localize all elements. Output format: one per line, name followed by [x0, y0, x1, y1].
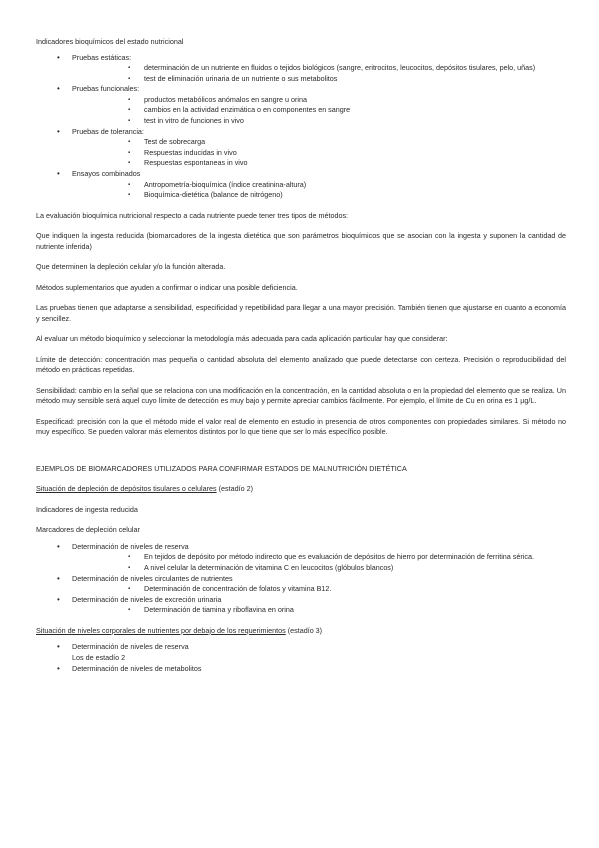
- situation-2-list: [36, 642, 566, 674]
- list-item: [36, 664, 566, 675]
- list-item-label: Pruebas funcionales:: [72, 84, 140, 94]
- marcadores-list: [36, 542, 566, 616]
- document-page: [36, 37, 566, 674]
- sub-list: [72, 137, 566, 169]
- sub-list-item: ▪ Respuestas espontaneas in vivo: [72, 158, 566, 169]
- list-item-label: Determinación de niveles de reserva: [72, 642, 189, 652]
- paragraph-pruebas: Las pruebas tienen que adaptarse a sensibilidad, especificidad y repetibilidad para llegar a una mayor precisión. También tienen que ajustarse en cuanto a economía y sencillez.: [36, 303, 566, 323]
- list-item: [36, 53, 566, 85]
- paragraph-evaluar: Al evaluar un método bioquímico y seleccionar la metodología más adecuada para cada aplicación particular hay que considerar:: [36, 334, 448, 344]
- sub-list-item: ▪ Test de sobrecarga: [72, 137, 566, 148]
- situation-2-title: [36, 626, 566, 637]
- paragraph-ingesta-reducida: Indicadores de ingesta reducida: [36, 504, 138, 514]
- list-item-label: Pruebas de tolerancia:: [72, 126, 144, 136]
- list-item-label: Determinación de niveles de metabolitos: [72, 663, 202, 673]
- list-item: [36, 127, 566, 169]
- list-item: [36, 169, 566, 201]
- situation-1-underlined: Situación de depleción de depósitos tisulares o celulares: [36, 484, 217, 494]
- sub-list: [72, 605, 566, 616]
- paragraph-limite: Límite de detección: concentración mas pequeña o cantidad absoluta del elemento analizado que puede detectarse con certeza. Precisión o reproducibilidad del método en prácticas repetidas.: [36, 354, 566, 375]
- sub-list-item: ▪ determinación de un nutriente en fluidos o tejidos biológicos (sangre, eritrocitos, leucocitos, depósitos tisulares, pelo, uñas): [72, 63, 566, 74]
- sub-list-item: ▪ A nivel celular la determinación de vitamina C en leucocitos (glóbulos blancos): [72, 563, 566, 574]
- situation-2-stage: (estadío 3): [285, 625, 323, 635]
- sub-list-item: ▪ productos metabólicos anómalos en sangre u orina: [72, 95, 566, 106]
- list-item: [36, 542, 566, 574]
- sub-list-item: ▪ test in vitro de funciones in vivo: [72, 116, 566, 127]
- sub-list: [72, 584, 566, 595]
- list-item: [36, 642, 566, 663]
- sub-list-item: ▪ Respuestas inducidas in vivo: [72, 148, 566, 159]
- list-item-sub: Los de estadío 2: [72, 653, 126, 663]
- situation-1-stage: (estadío 2): [216, 484, 253, 494]
- list-item-label: Ensayos combinados: [72, 169, 141, 179]
- sub-list: [72, 95, 566, 127]
- situation-2-underlined: Situación de niveles corporales de nutrientes por debajo de los requerimientos: [36, 625, 286, 635]
- list-item-label: Pruebas estáticas:: [72, 52, 132, 62]
- sub-list-item: ▪ Bioquímica-dietética (balance de nitrógeno): [72, 190, 566, 201]
- list-item: [36, 574, 566, 595]
- paragraph-deplecion: Que determinen la depleción celular y/o la función alterada.: [36, 262, 226, 272]
- paragraph-especificad: Especificad: precisión con la que el método mide el valor real de elemento en estudio in presencia de otros componentes con propiedades similares. Si método no muy específico. Se pueden valorar más elementos distintos por lo que tiene que ser lo más específico posible.: [36, 416, 566, 437]
- situation-1-title: [36, 484, 566, 495]
- list-item-label: Determinación de niveles circulantes de nutrientes: [72, 573, 233, 583]
- indicators-list: [36, 53, 566, 201]
- sub-list: [72, 552, 566, 573]
- list-item: [36, 84, 566, 126]
- sub-list: [72, 180, 566, 201]
- paragraph-marcadores: Marcadores de depleción celular: [36, 525, 140, 535]
- paragraph-sensibilidad: Sensibilidad: cambio en la señal que se relaciona con una modificación en la concentración, en la cantidad absoluta o en la propiedad del elemento que se realiza. Un método muy sensible será aquel cuyo límite de detección es muy bajo y permite apreciar cambios fácilmente. Por ejemplo, el límite de Cu en orina es 1 µg/L.: [36, 385, 566, 406]
- sub-list-item: ▪ Antropometría-bioquímica (índice creatinina-altura): [72, 180, 566, 191]
- sub-list-item: ▪ test de eliminación urinaria de un nutriente o sus metabolitos: [72, 74, 566, 85]
- paragraph-ingesta: Que indiquen la ingesta reducida (biomarcadores de la ingesta dietética que son parámetros bioquímicos que se asocian con la ingesta y suponen la cantidad de nutriente inferida): [36, 231, 566, 251]
- list-item: [36, 595, 566, 616]
- section-heading: EJEMPLOS DE BIOMARCADORES UTILIZADOS PARA CONFIRMAR ESTADOS DE MALNUTRICIÓN DIETÉTICA: [36, 463, 407, 473]
- sub-list-item: ▪ cambios en la actividad enzimática o en componentes en sangre: [72, 105, 566, 116]
- paragraph-evaluacion: La evaluación bioquímica nutricional respecto a cada nutriente puede tener tres tipos de métodos:: [36, 210, 349, 220]
- page-title: Indicadores bioquímicos del estado nutricional: [36, 37, 184, 46]
- sub-list-item: ▪ Determinación de tiamina y riboflavina en orina: [72, 605, 566, 616]
- list-item-label: Determinación de niveles de excreción urinaria: [72, 594, 222, 604]
- list-item-label: Determinación de niveles de reserva: [72, 541, 189, 551]
- paragraph-suplementarios: Métodos suplementarios que ayuden a confirmar o indicar una posible deficiencia.: [36, 282, 298, 292]
- sub-list: [72, 63, 566, 84]
- sub-list-item: ▪ En tejidos de depósito por método indirecto que es evaluación de depósitos de hierro por determinación de ferritina sérica.: [72, 552, 566, 563]
- sub-list-item: ▪ Determinación de concentración de folatos y vitamina B12.: [72, 584, 566, 595]
